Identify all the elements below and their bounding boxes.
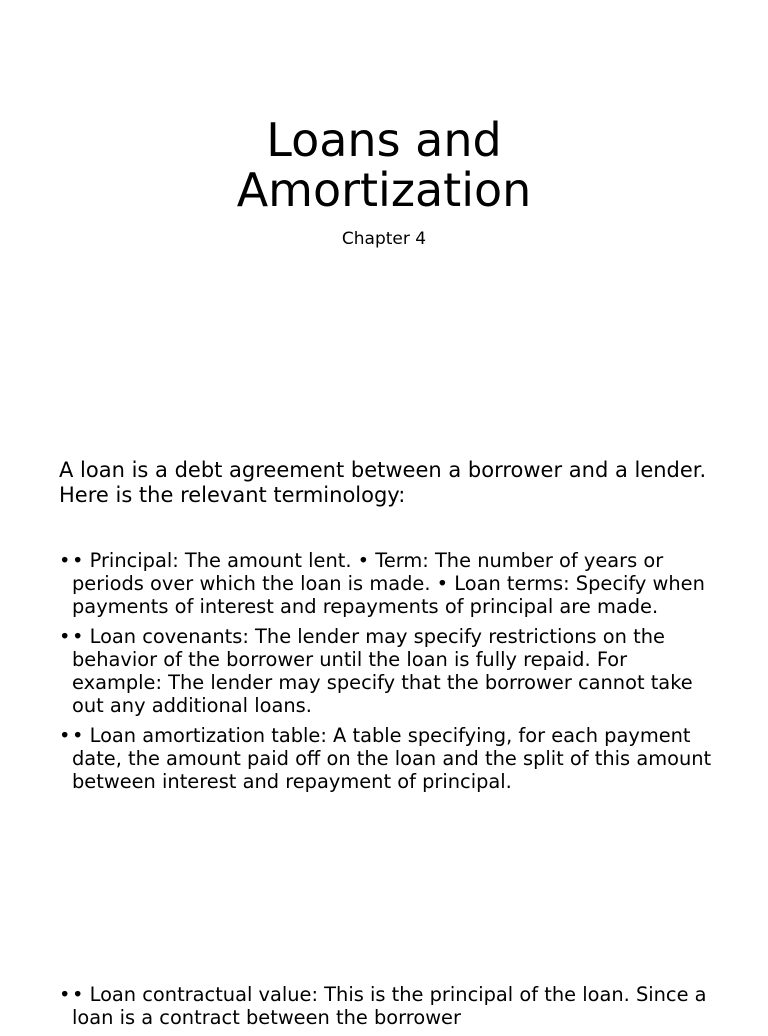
list-item-text: • Loan amortization table: A table specifying, for each payment date, the amount paid off on the loan and the split of this amount between interest and repayment of principal. — [72, 724, 712, 793]
list-item — [59, 983, 719, 1029]
bullet-icon: • — [59, 625, 71, 648]
title-line-1: Loans and — [266, 113, 502, 167]
list-item — [59, 724, 719, 793]
slide-title — [0, 115, 768, 215]
terminology-list-continued — [59, 983, 719, 1036]
slide-subtitle: Chapter 4 — [341, 229, 427, 249]
terminology-list — [59, 549, 719, 800]
title-line-2: Amortization — [236, 163, 532, 217]
bullet-icon: • — [59, 983, 71, 1006]
bullet-icon: • — [59, 724, 71, 747]
intro-paragraph: A loan is a debt agreement between a borrower and a lender. Here is the relevant terminology: — [59, 458, 707, 507]
list-item-text: • Loan contractual value: This is the principal of the loan. Since a loan is a contract between the borrower — [72, 983, 707, 1029]
list-item — [59, 549, 719, 618]
list-item-text: • Principal: The amount lent. • Term: The number of years or periods over which the loan is made. • Loan terms: Specify when payments of interest and repayments of principal are made. — [72, 549, 705, 618]
list-item — [59, 625, 719, 717]
list-item-text: • Loan covenants: The lender may specify restrictions on the behavior of the borrower until the loan is fully repaid. For example: The lender may specify that the borrower cannot take out any additional loans. — [72, 625, 693, 717]
bullet-icon: • — [59, 549, 71, 572]
